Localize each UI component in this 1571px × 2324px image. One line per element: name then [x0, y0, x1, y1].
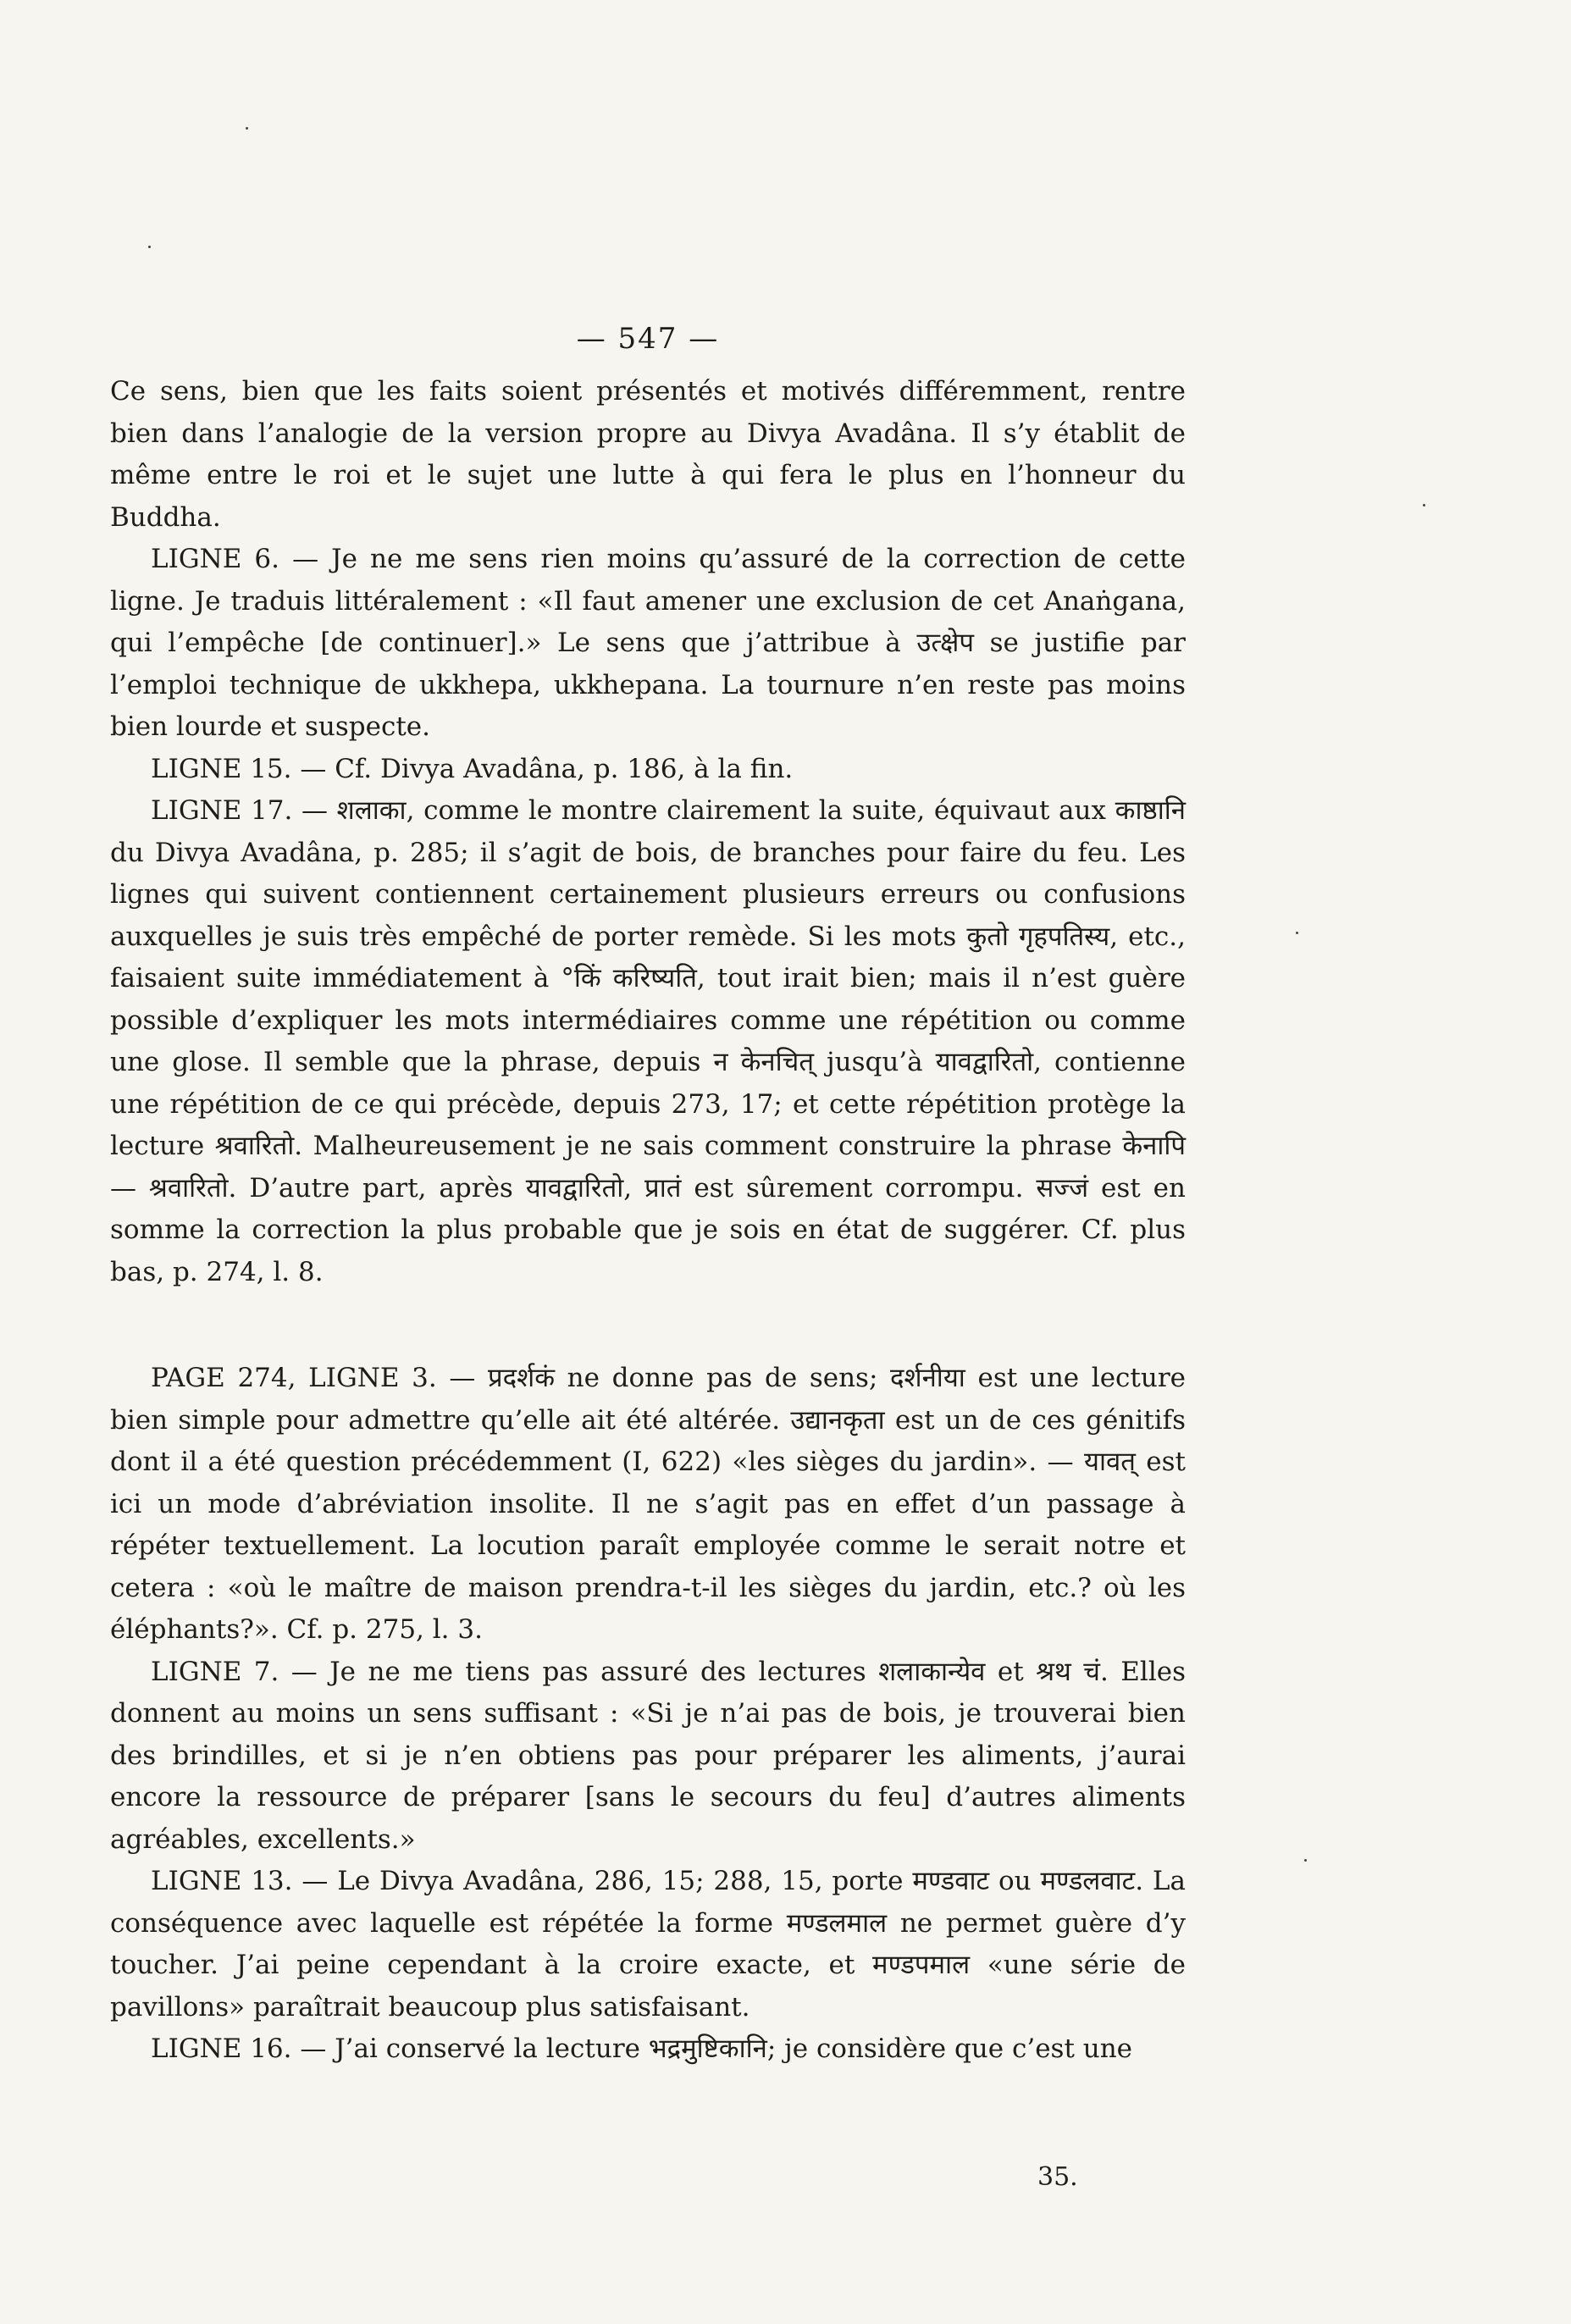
speck	[148, 246, 151, 248]
paragraph-page-274-ligne-3: PAGE 274, LIGNE 3. — प्रदर्शकं ne donne pas de sens; दर्शनीया est une lecture bien simple pour admettre qu’elle ait été altérée. उद्यानकृता est un de ces génitifs dont il a été question précédemment (I, 622) «les sièges du jardin». — यावत् est ici un mode d’abréviation insolite. Il ne s’agit pas en effet d’un passage à répéter textuellement. La locution paraît employée comme le serait notre et cetera : «où le maître de maison prendra-t-il les sièges du jardin, etc.? où les éléphants?». Cf. p. 275, l. 3.	[110, 1363, 1186, 1645]
speck	[246, 127, 248, 130]
paragraph-ligne-7: LIGNE 7. — Je ne me tiens pas assuré des lectures शलाकान्येव et श्रथ चं. Elles donnent au moins un sens suffisant : «Si je n’ai pas de bois, je trouverai bien des brindilles, et si je n’en obtiens pas pour préparer les aliments, j’aurai encore la ressource de préparer [sans le secours du feu] d’autres aliments agréables, excellents.»	[110, 1656, 1186, 1855]
signature-mark: 35.	[1037, 2162, 1078, 2192]
paragraph-ligne-13: LIGNE 13. — Le Divya Avadâna, 286, 15; 288, 15, porte मण्डवाट ou मण्डलवाट. La conséquence avec laquelle est répétée la forme मण्डलमाल ne permet guère d’y toucher. J’ai peine cependant à la croire exacte, et मण्डपमाल «une série de pavillons» paraîtrait beaucoup plus satisfaisant.	[110, 1866, 1186, 2022]
speck	[1296, 932, 1298, 934]
speck	[1304, 1859, 1307, 1862]
paragraph-ligne-6: LIGNE 6. — Je ne me sens rien moins qu’assuré de la correction de cette ligne. Je traduis littéralement : «Il faut amener une exclusion de cet Anaṅgana, qui l’empêche [de continuer].» Le sens que j’attribue à उत्क्षेप se justifie par l’emploi technique de ukkhepa, ukkhepana. La tournure n’en reste pas moins bien lourde et suspecte.	[110, 544, 1186, 742]
paragraph-1: Ce sens, bien que les faits soient présentés et motivés différemment, rentre bien dans l’analogie de la version propre au Divya Avadâna. Il s’y établit de même entre le roi et le sujet une lutte à qui fera le plus en l’honneur du Buddha.	[110, 376, 1186, 533]
speck	[1423, 504, 1425, 506]
paragraph-ligne-17: LIGNE 17. — शलाका, comme le montre clairement la suite, équivaut aux काष्ठानि du Divya Avadâna, p. 285; il s’agit de bois, de branches pour faire du feu. Les lignes qui suivent contiennent certainement plusieurs erreurs ou confusions auxquelles je suis très empêché de porter remède. Si les mots कुतो गृहपतिस्य, etc., faisaient suite immédiatement à °किं करिष्यति, tout irait bien; mais il n’est guère possible d’expliquer les mots intermédiaires comme une répétition ou comme une glose. Il semble que la phrase, depuis न केनचित् jusqu’à यावद्वारिताे, contienne une répétition de ce qui précède, depuis 273, 17; et cette répétition protège la lecture श्रवारिताे. Malheureusement je ne sais comment construire la phrase केनापि — श्रवारिताे. D’autre part, après यावद्वारिताे, प्रातं est sûrement corrompu. सज्जं est en somme la correction la plus probable que je sois en état de suggérer. Cf. plus bas, p. 274, l. 8.	[110, 795, 1186, 1287]
document-page	[110, 322, 1186, 2071]
page-number-header: — 547 —	[576, 322, 720, 356]
paragraph-ligne-15: LIGNE 15. — Cf. Divya Avadâna, p. 186, à la fin.	[151, 753, 794, 784]
paragraph-ligne-16: LIGNE 16. — J’ai conservé la lecture भद्रमुष्टिकानि; je considère que c’est une	[151, 2034, 1133, 2064]
section-gap	[110, 1293, 1186, 1358]
